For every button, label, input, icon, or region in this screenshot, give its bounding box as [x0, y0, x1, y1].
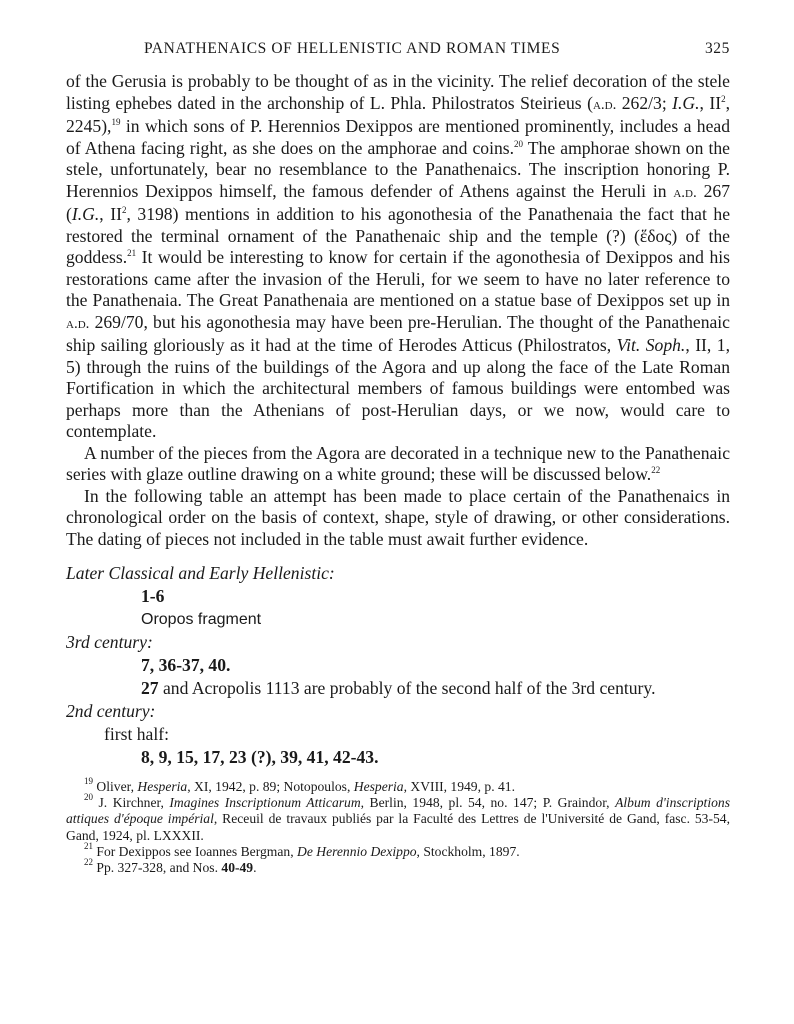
text: 267 (: [66, 180, 730, 224]
footnote-22: [66, 857, 730, 876]
journal-title: Hesperia: [353, 779, 404, 794]
text: , Berlin, 1948, pl. 54, no. 147; P. Graindor,: [360, 795, 616, 811]
text: , Stockholm, 1897.: [416, 843, 520, 859]
superscript: 2: [721, 93, 726, 104]
text: The amphorae shown on the stele, unfortunately, bear no resemblance to the Panathenaics. The inscription honoring P. Herennios Dexippos himself, the famous defender of Athens against the Heruli in: [66, 137, 730, 201]
text: Pp. 327-328, and Nos.: [93, 860, 222, 876]
sub-period-label: first half:: [104, 724, 169, 744]
footnote-21: [66, 840, 730, 860]
text: Oliver,: [93, 779, 138, 794]
piece-numbers: 40-49: [221, 860, 254, 876]
book-title: Imagines Inscriptionum Atticarum: [169, 795, 361, 811]
chronology-table: [66, 562, 730, 769]
period-label-3rd-century: 3rd century:: [66, 632, 153, 652]
period-numbers: 8, 9, 15, 17, 23 (?), 39, 41, 42-43.: [141, 747, 379, 767]
running-title: PANATHENAICS OF HELLENISTIC AND ROMAN TIMES: [144, 40, 561, 57]
text: , 3198) mentions in addition to his agonothesia of the Panathenaia the fact that he restored the terminal ornament of the Panathenaic ship and the temple (?) (ἕδος) of the goddess.: [66, 204, 731, 267]
running-header: [66, 40, 730, 58]
text: A number of the pieces from the Agora are decorated in a technique new to the Panathenaic series with glaze outline drawing on a white ground; these will be discussed below.: [66, 442, 730, 484]
footnote-ref-19[interactable]: 19: [111, 117, 121, 127]
text: and Acropolis 1113 are probably of the second half of the 3rd century.: [158, 678, 656, 698]
period-numbers: 1-6: [141, 586, 165, 606]
era-abbrev: a.d.: [592, 96, 617, 113]
book-title: De Herennio Dexippo: [297, 843, 417, 859]
footnote-20: [66, 792, 730, 844]
period-label-early-hellenistic: Later Classical and Early Hellenistic:: [66, 563, 335, 583]
citation-italic: I.G.: [71, 204, 100, 224]
footnotes: [66, 776, 730, 876]
paragraph-1: [66, 71, 730, 443]
footnote-number: 19: [84, 776, 93, 786]
period-label-2nd-century: 2nd century:: [66, 701, 156, 721]
footnote-number: 22: [84, 857, 93, 868]
text: For Dexippos see Ioannes Bergman,: [93, 843, 297, 859]
footnote-number: 21: [84, 840, 93, 851]
text: , II: [99, 204, 122, 224]
text: , II: [699, 92, 722, 113]
era-abbrev: a.d.: [66, 315, 90, 332]
footnote-ref-22[interactable]: 22: [651, 465, 661, 475]
period-numbers: 7, 36-37, 40.: [141, 655, 231, 675]
page-number: 325: [704, 40, 730, 57]
footnote-ref-20[interactable]: 20: [514, 138, 524, 149]
text: It would be interesting to know for certain if the agonothesia of Dexippos and his restorations came after the invasion of the Heruli, for we seem to have no later reference to the Panathenaia. The Great Panathenaia are mentioned on a statue base of Dexippos set up in: [66, 247, 730, 310]
journal-title: Hesperia: [137, 779, 188, 794]
text: J. Kirchner,: [93, 795, 170, 811]
period-note: Oropos fragment: [141, 611, 262, 628]
text: in which sons of P. Herennios Dexippos are mentioned prominently, includes a head of Athena facing right, as she does on the amphorae and coins.: [66, 116, 730, 158]
citation-italic: Vit. Soph.: [616, 335, 686, 355]
book-title: Album d'inscriptions attiques d'époque impérial: [66, 795, 730, 827]
text: .: [253, 860, 257, 876]
footnote-19: [66, 776, 730, 795]
footnote-ref-21[interactable]: 21: [127, 248, 137, 258]
footnote-number: 20: [84, 792, 93, 803]
page: [66, 40, 730, 876]
superscript: 2: [121, 205, 127, 215]
text: of the Gerusia is probably to be thought of as in the vicinity. The relief decoration of the stele listing ephebes dated in the archonship of L. Phla. Philostratos Steirieus (: [66, 71, 730, 113]
text: In the following table an attempt has been made to place certain of the Panathenaics in chronological order on the basis of context, shape, style of drawing, or other considerations. The dating of pieces not included in the table must await further evidence.: [66, 485, 730, 549]
piece-number: 27: [141, 678, 159, 698]
text: , Receuil de travaux publiés par la Faculté des Lettres de l'Université de Gand, fasc. 53-54, Gand, 1924, pl. LXXXII.: [66, 811, 730, 843]
paragraph-2: [66, 443, 730, 486]
text: , 2245),: [66, 92, 731, 136]
text: , XI, 1942, p. 89; Notopoulos,: [187, 779, 354, 794]
text: , XVIII, 1949, p. 41.: [403, 779, 515, 794]
paragraph-3: [66, 486, 730, 551]
text: 269/70, but his agonothesia may have been pre-Herulian. The thought of the Panathenaic ship sailing gloriously as it had at the time of Herodes Atticus (Philostratos,: [66, 311, 730, 355]
text: , II, 1, 5) through the ruins of the buildings of the Agora and up along the face of the Late Roman Fortification in which the architectural members of famous buildings were entombed was perhaps more than the Athenians of post-Herulian days, or we now, would care to contemplate.: [66, 335, 730, 441]
citation-italic: I.G.: [672, 92, 700, 113]
era-abbrev: a.d.: [673, 184, 697, 201]
text: 262/3;: [616, 92, 673, 113]
body-text: [66, 71, 730, 550]
period-note: [66, 677, 730, 700]
